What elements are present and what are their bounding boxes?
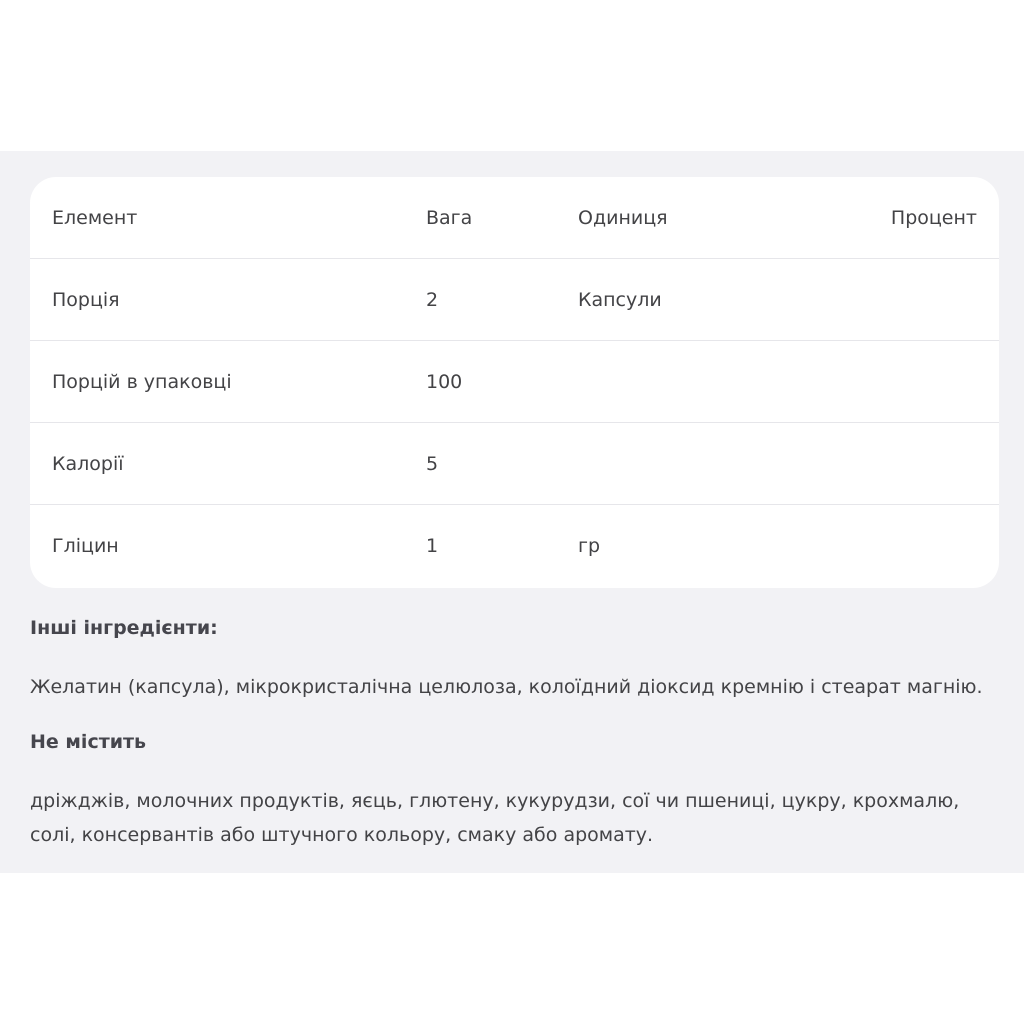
other-ingredients-heading: Інші інгредієнти: bbox=[30, 617, 218, 639]
cell-element: Калорії bbox=[52, 453, 124, 475]
free-from-heading: Не містить bbox=[30, 731, 147, 753]
cell-element: Гліцин bbox=[52, 535, 119, 557]
cell-unit: гр bbox=[578, 535, 601, 557]
header-element: Елемент bbox=[52, 207, 138, 229]
cell-weight: 5 bbox=[426, 453, 439, 475]
cell-weight: 1 bbox=[426, 535, 439, 557]
header-unit: Одиниця bbox=[578, 207, 668, 229]
cell-weight: 100 bbox=[426, 371, 463, 393]
other-ingredients-text: Желатин (капсула), мікрокристалічна целюлоза, колоїдний діоксид кремнію і стеарат магнію. bbox=[30, 676, 983, 698]
table-row bbox=[30, 505, 999, 587]
cell-element: Порція bbox=[52, 289, 120, 311]
table-row bbox=[30, 341, 999, 423]
header-weight: Вага bbox=[426, 207, 473, 229]
nutrition-table bbox=[30, 177, 999, 588]
table-row bbox=[30, 423, 999, 505]
header-percent: Процент bbox=[890, 207, 977, 229]
table-header-row bbox=[30, 177, 999, 259]
cell-weight: 2 bbox=[426, 289, 439, 311]
free-from-text: дріжджів, молочних продуктів, яєць, глютену, кукурудзи, сої чи пшениці, цукру, крохмалю, солі, консервантів або штучного кольору, смаку або аромату. bbox=[30, 790, 960, 846]
table-row bbox=[30, 259, 999, 341]
cell-element: Порцій в упаковці bbox=[52, 371, 232, 393]
cell-unit: Капсули bbox=[578, 289, 662, 311]
